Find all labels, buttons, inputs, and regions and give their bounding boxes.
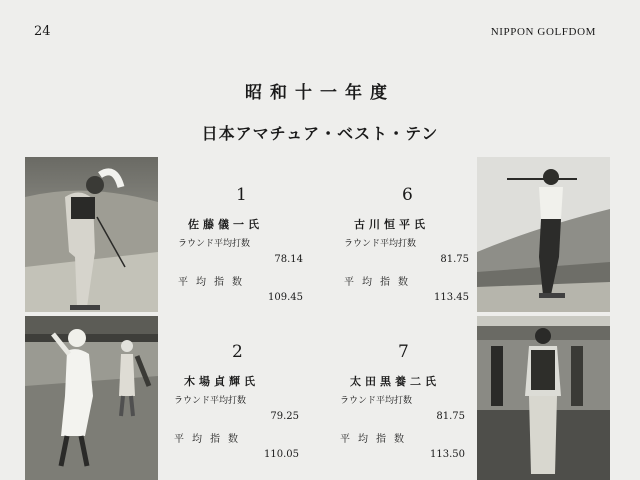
average-score-label: ラウンド平均打数 bbox=[174, 396, 247, 406]
average-index-value: 113.50 bbox=[430, 449, 465, 460]
golfer-photo-7 bbox=[477, 316, 610, 480]
player-name: 古川恒平氏 bbox=[354, 218, 429, 231]
rank-number: 1 bbox=[236, 185, 247, 205]
average-score-label: ラウンド平均打数 bbox=[344, 239, 417, 249]
player-name: 佐藤儀一氏 bbox=[188, 218, 263, 231]
average-index-label: 平均指数 bbox=[340, 434, 412, 445]
average-score-label: ラウンド平均打数 bbox=[340, 396, 413, 406]
golfer-photo-6 bbox=[477, 157, 610, 312]
average-score-label: ラウンド平均打数 bbox=[178, 239, 251, 249]
rank-number: 6 bbox=[402, 185, 413, 205]
player-name: 太田黒養二氏 bbox=[350, 375, 440, 388]
rank-number: 2 bbox=[232, 342, 243, 362]
average-index-value: 109.45 bbox=[268, 292, 303, 303]
average-index-value: 110.05 bbox=[264, 449, 299, 460]
rank-number: 7 bbox=[398, 342, 409, 362]
average-score-value: 78.14 bbox=[274, 254, 303, 265]
average-index-label: 平均指数 bbox=[174, 434, 246, 445]
golfer-photo-1 bbox=[25, 157, 158, 312]
average-index-value: 113.45 bbox=[434, 292, 469, 303]
average-score-value: 81.75 bbox=[440, 254, 469, 265]
page-title: 日本アマチュア・ベスト・テン bbox=[201, 124, 439, 143]
era-title: 昭和十一年度 bbox=[245, 83, 395, 103]
average-index-label: 平均指数 bbox=[178, 277, 250, 288]
average-score-value: 81.75 bbox=[436, 411, 465, 422]
average-score-value: 79.25 bbox=[270, 411, 299, 422]
page-number: 24 bbox=[34, 24, 51, 39]
average-index-label: 平均指数 bbox=[344, 277, 416, 288]
golfer-photo-2 bbox=[25, 316, 158, 480]
running-head: NIPPON GOLFDOM bbox=[490, 26, 596, 38]
player-name: 木場貞輝氏 bbox=[184, 375, 259, 388]
